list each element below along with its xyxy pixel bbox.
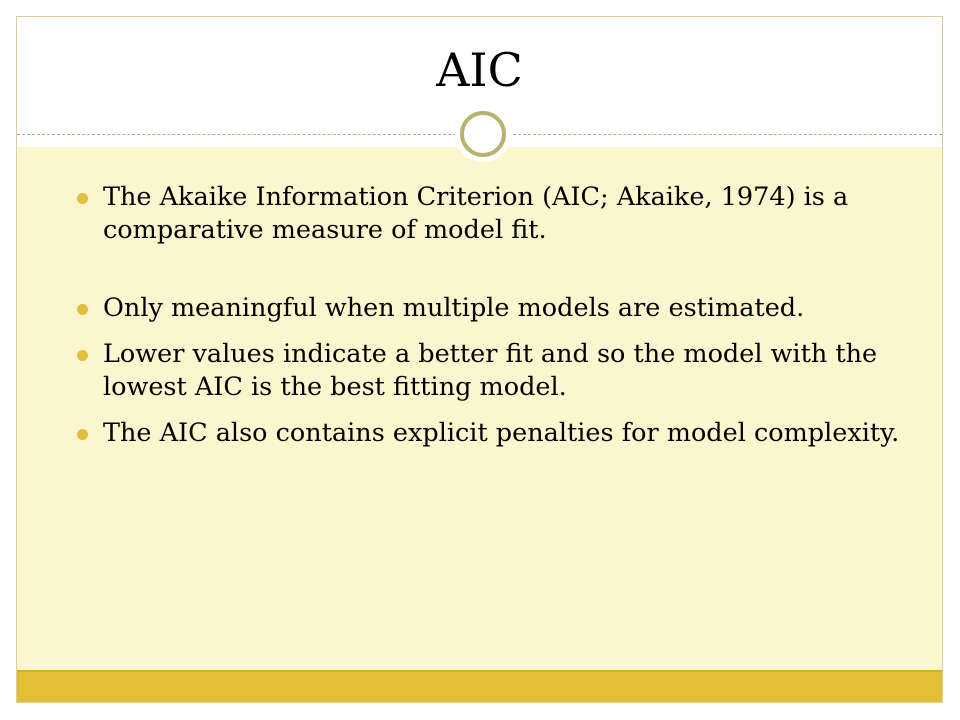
bullet-item [77,181,927,247]
bullet-dot-icon [77,429,88,440]
slide-frame [16,16,943,703]
bullet-dot-icon [77,350,88,361]
bullet-list [77,181,927,450]
bullet-item [77,417,927,450]
bullet-text: The AIC also contains explicit penalties for model complexity. [103,418,900,448]
bullet-text: Only meaningful when multiple models are estimated. [103,293,805,323]
bullet-dot-icon [77,304,88,315]
bullet-text: The Akaike Information Criterion (AIC; Akaike, 1974) is a comparative measure of model fit. [103,182,849,245]
bottom-accent-bar [17,670,942,703]
bullet-item [77,292,927,325]
slide-title: AIC [436,43,523,97]
circle-ornament-ring [460,111,506,157]
bullet-text: Lower values indicate a better fit and so the model with the lowest AIC is the best fitting model. [103,339,878,402]
bullet-item [77,338,927,404]
bullet-dot-icon [77,193,88,204]
circle-ornament-icon [455,106,511,162]
